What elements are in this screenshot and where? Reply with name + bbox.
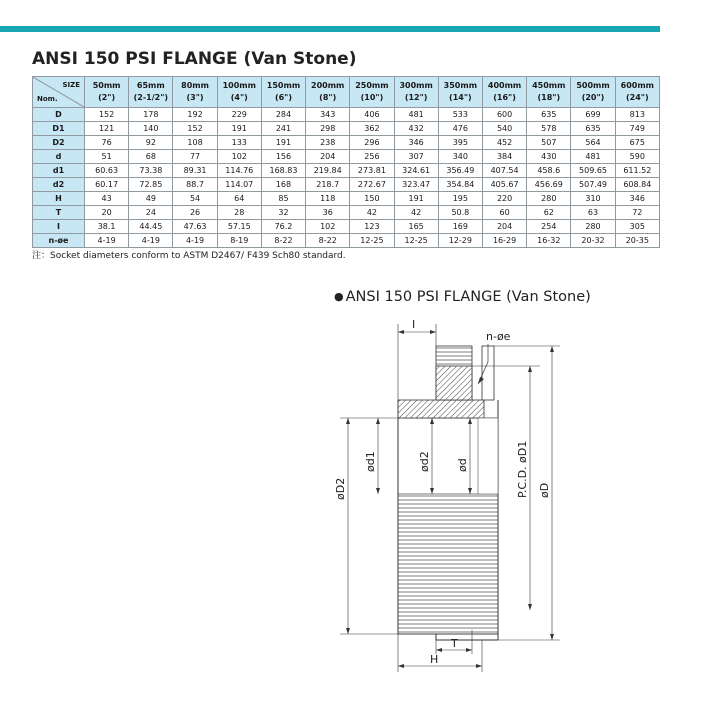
table-cell: 608.84	[615, 178, 659, 192]
label-D2: øD2	[334, 477, 347, 500]
table-cell: 406	[350, 108, 394, 122]
column-header-300mm	[394, 77, 438, 108]
table-row	[33, 136, 660, 150]
column-size-mm: 250mm	[355, 81, 389, 90]
label-T: T	[451, 637, 458, 650]
row-label: I	[33, 220, 85, 234]
column-size-inch: (2")	[98, 93, 116, 102]
table-cell: 356.49	[438, 164, 482, 178]
table-row	[33, 164, 660, 178]
table-cell: 54	[173, 192, 217, 206]
table-cell: 343	[306, 108, 350, 122]
table-cell: 310	[571, 192, 615, 206]
table-cell: 533	[438, 108, 482, 122]
table-cell: 178	[129, 108, 173, 122]
table-cell: 12-25	[394, 234, 438, 248]
label-d2: ød2	[418, 451, 431, 472]
table-cell: 24	[129, 206, 173, 220]
row-label: d2	[33, 178, 85, 192]
bullet-icon: ●	[334, 290, 344, 303]
table-cell: 20-32	[571, 234, 615, 248]
column-header-65mm	[129, 77, 173, 108]
table-cell: 102	[306, 220, 350, 234]
column-size-inch: (24")	[626, 93, 649, 102]
size-nom-corner-cell	[33, 77, 85, 108]
table-cell: 42	[394, 206, 438, 220]
column-header-100mm	[217, 77, 261, 108]
column-header-80mm	[173, 77, 217, 108]
row-label: T	[33, 206, 85, 220]
table-cell: 60.63	[85, 164, 129, 178]
table-cell: 140	[129, 122, 173, 136]
table-cell: 273.81	[350, 164, 394, 178]
table-cell: 346	[615, 192, 659, 206]
column-header-400mm	[482, 77, 526, 108]
column-size-mm: 200mm	[311, 81, 345, 90]
label-H: H	[430, 653, 439, 666]
table-cell: 540	[482, 122, 526, 136]
table-cell: 384	[482, 150, 526, 164]
table-cell: 296	[350, 136, 394, 150]
column-size-inch: (18")	[537, 93, 561, 102]
table-cell: 108	[173, 136, 217, 150]
table-cell: 114.07	[217, 178, 261, 192]
table-cell: 195	[438, 192, 482, 206]
table-cell: 362	[350, 122, 394, 136]
table-cell: 42	[350, 206, 394, 220]
table-cell: 219.84	[306, 164, 350, 178]
table-cell: 57.15	[217, 220, 261, 234]
table-cell: 458.6	[527, 164, 571, 178]
table-cell: 298	[306, 122, 350, 136]
label-d1: ød1	[364, 451, 377, 472]
table-cell: 635	[571, 122, 615, 136]
column-size-mm: 400mm	[487, 81, 522, 90]
table-cell: 60.17	[85, 178, 129, 192]
table-cell: 509.65	[571, 164, 615, 178]
table-row	[33, 234, 660, 248]
column-size-mm: 100mm	[222, 81, 256, 90]
table-cell: 169	[438, 220, 482, 234]
table-cell: 578	[527, 122, 571, 136]
table-cell: 354.84	[438, 178, 482, 192]
flange-spec-table	[32, 76, 660, 248]
column-header-450mm	[527, 77, 571, 108]
table-cell: 114.76	[217, 164, 261, 178]
table-cell: 72.85	[129, 178, 173, 192]
table-cell: 121	[85, 122, 129, 136]
table-cell: 4-19	[129, 234, 173, 248]
table-cell: 156	[261, 150, 305, 164]
table-cell: 272.67	[350, 178, 394, 192]
table-cell: 168	[261, 178, 305, 192]
table-cell: 191	[217, 122, 261, 136]
table-cell: 63	[571, 206, 615, 220]
table-cell: 73.38	[129, 164, 173, 178]
nom-header-label: Nom.	[37, 95, 58, 103]
table-cell: 324.61	[394, 164, 438, 178]
table-cell: 123	[350, 220, 394, 234]
column-size-inch: (16")	[493, 93, 516, 102]
footnote: 注：Socket diameters conform to ASTM D2467/ F439 Sch80 standard.	[32, 251, 346, 261]
table-cell: 611.52	[615, 164, 659, 178]
table-cell: 76.2	[261, 220, 305, 234]
table-cell: 150	[350, 192, 394, 206]
table-cell: 77	[173, 150, 217, 164]
table-cell: 204	[482, 220, 526, 234]
table-cell: 8-22	[306, 234, 350, 248]
table-cell: 20	[85, 206, 129, 220]
table-cell: 16-32	[527, 234, 571, 248]
table-cell: 405.67	[482, 178, 526, 192]
column-header-600mm	[615, 77, 659, 108]
table-cell: 635	[527, 108, 571, 122]
row-label: H	[33, 192, 85, 206]
column-size-mm: 500mm	[576, 81, 610, 90]
table-cell: 564	[571, 136, 615, 150]
table-cell: 675	[615, 136, 659, 150]
table-cell: 395	[438, 136, 482, 150]
table-cell: 254	[527, 220, 571, 234]
table-cell: 88.7	[173, 178, 217, 192]
table-header-row	[33, 77, 660, 108]
table-cell: 133	[217, 136, 261, 150]
diagram-title	[334, 289, 591, 305]
table-cell: 430	[527, 150, 571, 164]
table-cell: 4-19	[173, 234, 217, 248]
column-size-mm: 65mm	[136, 81, 165, 90]
column-size-mm: 450mm	[532, 81, 566, 90]
table-cell: 481	[571, 150, 615, 164]
table-cell: 32	[261, 206, 305, 220]
table-cell: 72	[615, 206, 659, 220]
table-cell: 481	[394, 108, 438, 122]
column-size-inch: (4")	[230, 93, 248, 102]
table-cell: 192	[173, 108, 217, 122]
table-cell: 62	[527, 206, 571, 220]
diagram-title-text: ANSI 150 PSI FLANGE (Van Stone)	[345, 289, 591, 305]
table-cell: 229	[217, 108, 261, 122]
table-cell: 152	[173, 122, 217, 136]
size-header-label: SIZE	[62, 81, 80, 89]
column-size-mm: 150mm	[266, 81, 301, 90]
table-cell: 241	[261, 122, 305, 136]
table-cell: 12-25	[350, 234, 394, 248]
table-cell: 600	[482, 108, 526, 122]
table-cell: 699	[571, 108, 615, 122]
table-cell: 43	[85, 192, 129, 206]
table-cell: 280	[571, 220, 615, 234]
table-cell: 456.69	[527, 178, 571, 192]
table-row	[33, 108, 660, 122]
row-label: n-øe	[33, 234, 85, 248]
table-cell: 51	[85, 150, 129, 164]
table-cell: 280	[527, 192, 571, 206]
column-size-mm: 350mm	[443, 81, 478, 90]
column-size-inch: (8")	[319, 93, 337, 102]
label-I: I	[412, 318, 416, 331]
table-cell: 89.31	[173, 164, 217, 178]
column-size-inch: (6")	[274, 93, 292, 102]
column-header-350mm	[438, 77, 482, 108]
table-cell: 44.45	[129, 220, 173, 234]
table-cell: 50.8	[438, 206, 482, 220]
row-label: d	[33, 150, 85, 164]
table-cell: 590	[615, 150, 659, 164]
row-label: d1	[33, 164, 85, 178]
table-cell: 76	[85, 136, 129, 150]
table-cell: 68	[129, 150, 173, 164]
column-size-inch: (2-1/2")	[133, 93, 169, 102]
table-cell: 152	[85, 108, 129, 122]
table-body	[33, 108, 660, 248]
column-header-250mm	[350, 77, 394, 108]
table-row	[33, 206, 660, 220]
table-cell: 476	[438, 122, 482, 136]
column-size-inch: (10")	[360, 93, 384, 102]
table-cell: 4-19	[85, 234, 129, 248]
table-cell: 38.1	[85, 220, 129, 234]
table-cell: 26	[173, 206, 217, 220]
dimension-D2	[340, 418, 398, 634]
table-cell: 12-29	[438, 234, 482, 248]
table-cell: 49	[129, 192, 173, 206]
table-row	[33, 122, 660, 136]
table-row	[33, 220, 660, 234]
table-cell: 191	[261, 136, 305, 150]
label-PCD: P.C.D. øD1	[516, 440, 529, 498]
table-cell: 238	[306, 136, 350, 150]
row-label: D1	[33, 122, 85, 136]
table-cell: 85	[261, 192, 305, 206]
table-cell: 220	[482, 192, 526, 206]
table-cell: 64	[217, 192, 261, 206]
table-cell: 60	[482, 206, 526, 220]
label-d: ød	[456, 458, 469, 472]
column-header-200mm	[306, 77, 350, 108]
table-cell: 407.54	[482, 164, 526, 178]
label-D: øD	[538, 482, 551, 498]
column-size-mm: 80mm	[181, 81, 209, 90]
table-cell: 47.63	[173, 220, 217, 234]
row-label: D2	[33, 136, 85, 150]
table-cell: 452	[482, 136, 526, 150]
column-size-mm: 300mm	[399, 81, 433, 90]
table-row	[33, 192, 660, 206]
table-cell: 165	[394, 220, 438, 234]
row-label: D	[33, 108, 85, 122]
table-cell: 102	[217, 150, 261, 164]
table-cell: 284	[261, 108, 305, 122]
column-header-150mm	[261, 77, 305, 108]
table-cell: 218.7	[306, 178, 350, 192]
table-cell: 307	[394, 150, 438, 164]
column-size-inch: (3")	[186, 93, 204, 102]
flange-cross-section-drawing	[320, 310, 590, 682]
header-accent-bar	[0, 26, 660, 32]
table-cell: 813	[615, 108, 659, 122]
table-row	[33, 178, 660, 192]
table-cell: 8-22	[261, 234, 305, 248]
table-cell: 204	[306, 150, 350, 164]
table-cell: 305	[615, 220, 659, 234]
column-size-inch: (20")	[581, 93, 605, 102]
table-cell: 256	[350, 150, 394, 164]
table-row	[33, 150, 660, 164]
table-cell: 28	[217, 206, 261, 220]
table-cell: 191	[394, 192, 438, 206]
table-cell: 168.83	[261, 164, 305, 178]
table-cell: 20-35	[615, 234, 659, 248]
column-size-mm: 600mm	[620, 81, 654, 90]
table-cell: 118	[306, 192, 350, 206]
column-size-inch: (14")	[449, 93, 472, 102]
table-cell: 16-29	[482, 234, 526, 248]
table-cell: 507.49	[571, 178, 615, 192]
table-cell: 8-19	[217, 234, 261, 248]
table-cell: 340	[438, 150, 482, 164]
column-header-500mm	[571, 77, 615, 108]
table-cell: 346	[394, 136, 438, 150]
table-cell: 92	[129, 136, 173, 150]
table-cell: 432	[394, 122, 438, 136]
table-cell: 323.47	[394, 178, 438, 192]
column-size-inch: (12")	[404, 93, 428, 102]
label-n-oe: n-øe	[486, 330, 511, 343]
column-header-50mm	[85, 77, 129, 108]
table-title: ANSI 150 PSI FLANGE (Van Stone)	[32, 49, 357, 69]
table-cell: 507	[527, 136, 571, 150]
table-cell: 36	[306, 206, 350, 220]
column-size-mm: 50mm	[92, 81, 121, 90]
table-cell: 749	[615, 122, 659, 136]
